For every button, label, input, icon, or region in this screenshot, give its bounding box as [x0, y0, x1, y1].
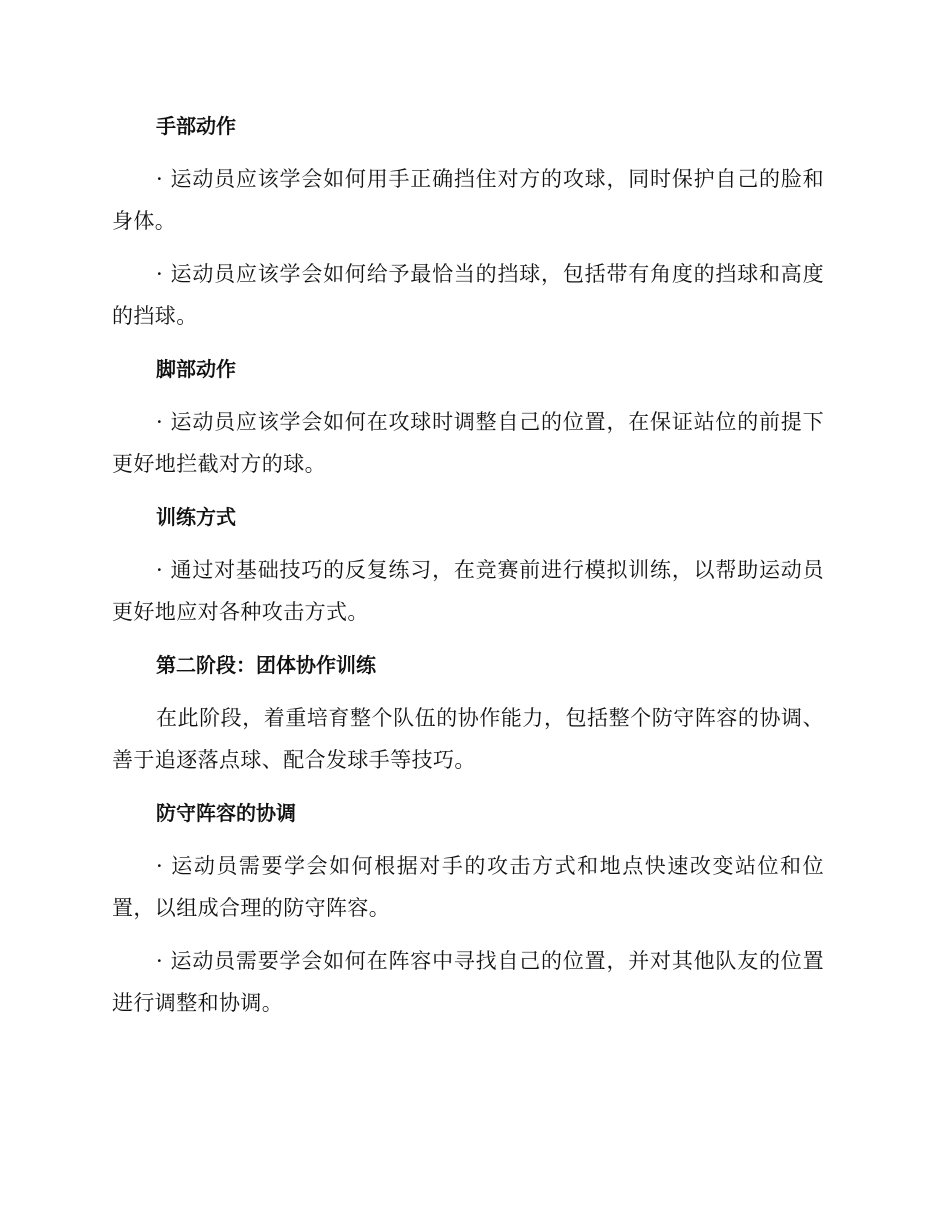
- document-page: [112, 105, 824, 1035]
- para-hand-angle: · 运动员应该学会如何给予最恰当的挡球，包括带有角度的挡球和高度的挡球。: [112, 262, 824, 328]
- heading-defense-coordination: 防守阵容的协调: [156, 801, 296, 825]
- heading-hand-movement: 手部动作: [156, 114, 236, 138]
- para-stage-two: 在此阶段，着重培育整个队伍的协作能力，包括整个防守阵容的协调、善于追逐落点球、配合发球手等技巧。: [112, 706, 824, 772]
- para-foot-position: · 运动员应该学会如何在攻球时调整自己的位置，在保证站位的前提下更好地拦截对方的球。: [112, 410, 824, 476]
- para-defense-adjust: · 运动员需要学会如何在阵容中寻找自己的位置，并对其他队友的位置进行调整和协调。: [112, 949, 824, 1015]
- heading-training-method: 训练方式: [156, 505, 236, 529]
- heading-foot-movement: 脚部动作: [156, 357, 236, 381]
- para-defense-change: · 运动员需要学会如何根据对手的攻击方式和地点快速改变站位和位置，以组成合理的防守阵容。: [112, 854, 824, 920]
- heading-stage-two: 第二阶段：团体协作训练: [156, 653, 376, 677]
- para-training-method: · 通过对基础技巧的反复练习，在竞赛前进行模拟训练，以帮助运动员更好地应对各种攻击方式。: [112, 558, 824, 624]
- para-hand-block: · 运动员应该学会如何用手正确挡住对方的攻球，同时保护自己的脸和身体。: [112, 167, 824, 233]
